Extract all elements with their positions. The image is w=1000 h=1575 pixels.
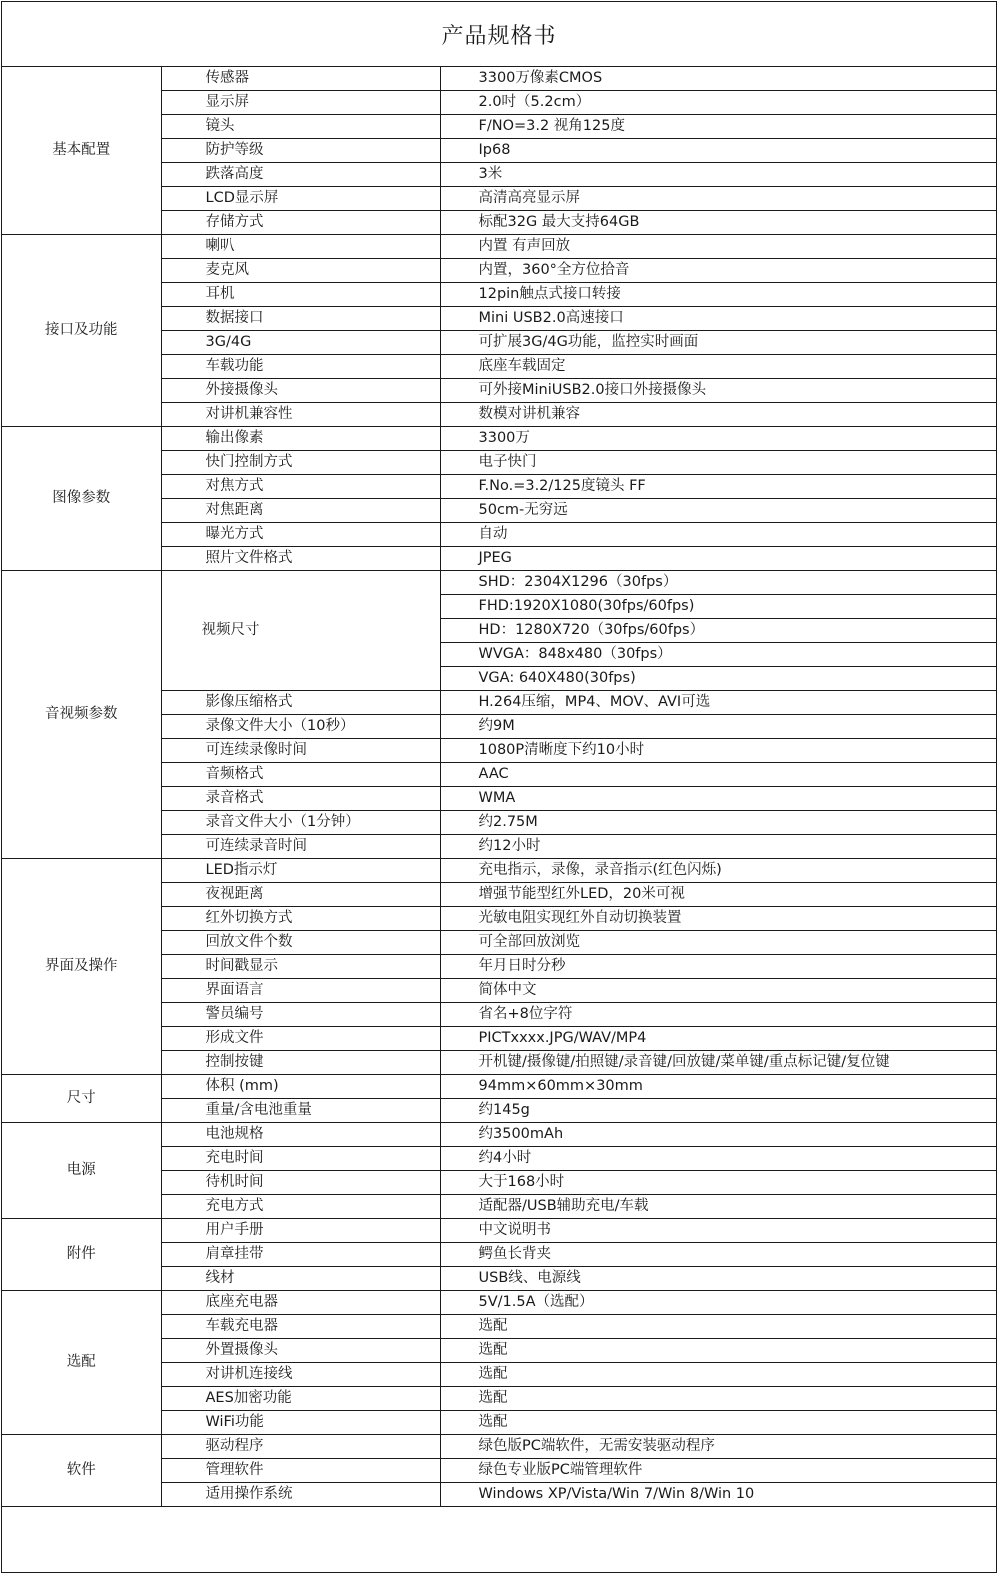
spec-item-label: 底座充电器	[161, 1291, 440, 1315]
spec-value: 选配	[440, 1387, 996, 1411]
spec-item-label: 影像压缩格式	[161, 691, 440, 715]
spec-item-label: 界面语言	[161, 979, 440, 1003]
spec-item-label: 红外切换方式	[161, 907, 440, 931]
spec-item-label: 线材	[161, 1267, 440, 1291]
spec-item-label: 夜视距离	[161, 883, 440, 907]
spec-value: 自动	[440, 523, 996, 547]
section-category: 接口及功能	[2, 235, 161, 427]
spec-item-label: 待机时间	[161, 1171, 440, 1195]
spec-value: Windows XP/Vista/Win 7/Win 8/Win 10	[440, 1483, 996, 1507]
spec-value: 3300万	[440, 427, 996, 451]
spec-value: 电子快门	[440, 451, 996, 475]
spec-item-label: 录音文件大小（1分钟）	[161, 811, 440, 835]
table-row	[2, 1123, 996, 1147]
spec-item-label: 体积 (mm)	[161, 1075, 440, 1099]
spec-value: 约12小时	[440, 835, 996, 859]
spec-item-label: 对焦方式	[161, 475, 440, 499]
table-row	[2, 427, 996, 451]
spec-value: 底座车载固定	[440, 355, 996, 379]
spec-item-label: 充电时间	[161, 1147, 440, 1171]
spec-item-label: 充电方式	[161, 1195, 440, 1219]
spec-item-label: 肩章挂带	[161, 1243, 440, 1267]
spec-item-label: 快门控制方式	[161, 451, 440, 475]
spec-item-label: 对焦距离	[161, 499, 440, 523]
spec-value: F.No.=3.2/125度镜头 FF	[440, 475, 996, 499]
spec-value: 高清高亮显示屏	[440, 187, 996, 211]
spec-value: 充电指示，录像，录音指示(红色闪烁)	[440, 859, 996, 883]
document-title: 产品规格书	[2, 2, 996, 67]
section-category: 基本配置	[2, 67, 161, 235]
spec-item-label: 控制按键	[161, 1051, 440, 1075]
spec-value: 内置，360°全方位拾音	[440, 259, 996, 283]
section-category: 尺寸	[2, 1075, 161, 1123]
spec-value: 可扩展3G/4G功能，监控实时画面	[440, 331, 996, 355]
table-row	[2, 859, 996, 883]
spec-item-label: 时间戳显示	[161, 955, 440, 979]
spec-value: USB线、电源线	[440, 1267, 996, 1291]
spec-item-label: 喇叭	[161, 235, 440, 259]
spec-value: 内置 有声回放	[440, 235, 996, 259]
table-row	[2, 67, 996, 91]
spec-value: Mini USB2.0高速接口	[440, 307, 996, 331]
spec-value: AAC	[440, 763, 996, 787]
spec-item-label: 用户手册	[161, 1219, 440, 1243]
spec-value: 可外接MiniUSB2.0接口外接摄像头	[440, 379, 996, 403]
spec-value: 约2.75M	[440, 811, 996, 835]
spec-value: 约4小时	[440, 1147, 996, 1171]
spec-item-label: 可连续录像时间	[161, 739, 440, 763]
spec-value: 5V/1.5A（选配）	[440, 1291, 996, 1315]
spec-item-label: 形成文件	[161, 1027, 440, 1051]
spec-item-label: 传感器	[161, 67, 440, 91]
spec-value: 94mm×60mm×30mm	[440, 1075, 996, 1099]
spec-value: 选配	[440, 1339, 996, 1363]
spec-value: 大于168小时	[440, 1171, 996, 1195]
table-row	[2, 235, 996, 259]
table-row	[2, 1291, 996, 1315]
spec-value: 适配器/USB辅助充电/车载	[440, 1195, 996, 1219]
spec-value: 数模对讲机兼容	[440, 403, 996, 427]
spec-item-label: 对讲机连接线	[161, 1363, 440, 1387]
spec-value: FHD:1920X1080(30fps/60fps)	[440, 595, 996, 619]
spec-value: 年月日时分秒	[440, 955, 996, 979]
spec-item-label: 可连续录音时间	[161, 835, 440, 859]
spec-item-label: 外置摄像头	[161, 1339, 440, 1363]
spec-value: 50cm-无穷远	[440, 499, 996, 523]
spec-value: 选配	[440, 1363, 996, 1387]
table-footer-blank	[2, 1507, 996, 1557]
spec-item-label: 跌落高度	[161, 163, 440, 187]
spec-item-label: 数据接口	[161, 307, 440, 331]
spec-value: F/NO=3.2 视角125度	[440, 115, 996, 139]
table-row	[2, 1219, 996, 1243]
spec-item-label: WiFi功能	[161, 1411, 440, 1435]
spec-item-label: 音频格式	[161, 763, 440, 787]
spec-value: 增强节能型红外LED，20米可视	[440, 883, 996, 907]
spec-table-body	[2, 67, 996, 1507]
spec-item-label: 外接摄像头	[161, 379, 440, 403]
spec-value: 开机键/摄像键/拍照键/录音键/回放键/菜单键/重点标记键/复位键	[440, 1051, 996, 1075]
spec-item-label: 警员编号	[161, 1003, 440, 1027]
spec-value: 可全部回放浏览	[440, 931, 996, 955]
spec-value: 省名+8位字符	[440, 1003, 996, 1027]
spec-value: 选配	[440, 1315, 996, 1339]
spec-item-label: 照片文件格式	[161, 547, 440, 571]
spec-item-label: 重量/含电池重量	[161, 1099, 440, 1123]
table-row	[2, 1435, 996, 1459]
spec-value: Ip68	[440, 139, 996, 163]
spec-item-label: 防护等级	[161, 139, 440, 163]
spec-sheet	[1, 1, 997, 1573]
section-category: 电源	[2, 1123, 161, 1219]
spec-item-label: 适用操作系统	[161, 1483, 440, 1507]
spec-item-label: 曝光方式	[161, 523, 440, 547]
section-category: 附件	[2, 1219, 161, 1291]
spec-value: 简体中文	[440, 979, 996, 1003]
spec-item-label: 录音格式	[161, 787, 440, 811]
spec-value: VGA: 640X480(30fps)	[440, 667, 996, 691]
spec-value: 2.0吋（5.2cm）	[440, 91, 996, 115]
spec-item-label: AES加密功能	[161, 1387, 440, 1411]
section-category: 软件	[2, 1435, 161, 1507]
spec-item-label: 视频尺寸	[161, 571, 440, 691]
spec-table	[2, 67, 996, 1507]
spec-value: WMA	[440, 787, 996, 811]
spec-item-label: 对讲机兼容性	[161, 403, 440, 427]
spec-value: 3米	[440, 163, 996, 187]
spec-item-label: LED指示灯	[161, 859, 440, 883]
spec-value: 绿色版PC端软件，无需安装驱动程序	[440, 1435, 996, 1459]
spec-value: H.264压缩，MP4、MOV、AVI可选	[440, 691, 996, 715]
spec-item-label: 显示屏	[161, 91, 440, 115]
spec-value: 标配32G 最大支持64GB	[440, 211, 996, 235]
spec-item-label: 麦克风	[161, 259, 440, 283]
spec-value: 约3500mAh	[440, 1123, 996, 1147]
spec-item-label: LCD显示屏	[161, 187, 440, 211]
spec-value: 12pin触点式接口转接	[440, 283, 996, 307]
table-row	[2, 571, 996, 595]
spec-value: JPEG	[440, 547, 996, 571]
spec-value: WVGA：848x480（30fps）	[440, 643, 996, 667]
spec-value: 中文说明书	[440, 1219, 996, 1243]
spec-item-label: 输出像素	[161, 427, 440, 451]
table-row	[2, 1075, 996, 1099]
spec-value: SHD：2304X1296（30fps）	[440, 571, 996, 595]
spec-value: 绿色专业版PC端管理软件	[440, 1459, 996, 1483]
section-category: 界面及操作	[2, 859, 161, 1075]
spec-value: 约145g	[440, 1099, 996, 1123]
spec-item-label: 车载充电器	[161, 1315, 440, 1339]
section-category: 音视频参数	[2, 571, 161, 859]
spec-value: 3300万像素CMOS	[440, 67, 996, 91]
spec-item-label: 管理软件	[161, 1459, 440, 1483]
spec-item-label: 录像文件大小（10秒）	[161, 715, 440, 739]
spec-value: 1080P清晰度下约10小时	[440, 739, 996, 763]
spec-item-label: 镜头	[161, 115, 440, 139]
spec-value: 鳄鱼长背夹	[440, 1243, 996, 1267]
spec-item-label: 耳机	[161, 283, 440, 307]
spec-item-label: 电池规格	[161, 1123, 440, 1147]
spec-value: 选配	[440, 1411, 996, 1435]
spec-value: 约9M	[440, 715, 996, 739]
spec-item-label: 驱动程序	[161, 1435, 440, 1459]
spec-item-label: 车载功能	[161, 355, 440, 379]
section-category: 图像参数	[2, 427, 161, 571]
section-category: 选配	[2, 1291, 161, 1435]
spec-value: PICTxxxx.JPG/WAV/MP4	[440, 1027, 996, 1051]
spec-item-label: 3G/4G	[161, 331, 440, 355]
spec-item-label: 存储方式	[161, 211, 440, 235]
spec-item-label: 回放文件个数	[161, 931, 440, 955]
spec-value: HD：1280X720（30fps/60fps）	[440, 619, 996, 643]
spec-value: 光敏电阻实现红外自动切换装置	[440, 907, 996, 931]
